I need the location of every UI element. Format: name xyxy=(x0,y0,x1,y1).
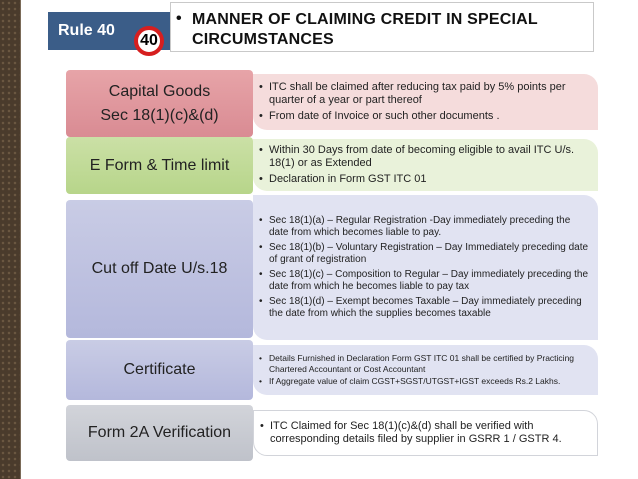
row-content-certificate xyxy=(253,345,598,395)
row-label-form-2a xyxy=(66,405,253,461)
speed-sign-icon: 40 xyxy=(134,26,164,56)
list-item: • Sec 18(1)(c) – Composition to Regular – Day immediately preceding the date from which he becomes liable to pay tax xyxy=(259,269,589,292)
title-bullet: • xyxy=(176,10,182,27)
row-content-capital-goods xyxy=(253,74,598,130)
list-item: • Sec 18(1)(d) – Exempt becomes Taxable – Day immediately preceding the date from which the supplies becomes taxable xyxy=(259,296,582,319)
row-label-certificate xyxy=(66,340,253,400)
list-item: • Within 30 Days from date of becoming eligible to avail ITC U/s. 18(1) or as Extended xyxy=(259,144,575,169)
row-label-line: Cut off Date U/s.18 xyxy=(91,260,228,277)
row-label-line: Sec 18(1)(c)&(d) xyxy=(100,106,219,124)
row-label-line: E Form & Time limit xyxy=(89,156,230,174)
list-item: • If Aggregate value of claim CGST+SGST/UTGST+IGST exceeds Rs.2 Lakhs. xyxy=(259,376,561,387)
list-item: • Declaration in Form GST ITC 01 xyxy=(259,173,427,185)
row-label-e-form xyxy=(66,137,253,194)
row-content-form-2a xyxy=(253,410,598,456)
decorative-side-strip xyxy=(0,0,20,479)
row-label-capital-goods xyxy=(66,70,253,137)
list-item: • ITC Claimed for Sec 18(1)(c)&(d) shall be verified with corresponding details filed by supplier in GSRR 1 / GSTR 4. xyxy=(260,420,562,445)
list-item: • ITC shall be claimed after reducing tax paid by 5% points per quarter of a year or part thereof xyxy=(259,81,566,106)
rule-tag: Rule 40 xyxy=(58,22,115,39)
list-item: • Sec 18(1)(a) – Regular Registration -Day immediately preceding the date from which becomes liable to pay. xyxy=(259,215,571,238)
list-item: • From date of Invoice or such other documents . xyxy=(259,110,500,122)
row-label-cut-off-date xyxy=(66,200,253,338)
row-label-line: Certificate xyxy=(123,361,196,378)
row-content-e-form xyxy=(253,139,598,191)
page-title: MANNER OF CLAIMING CREDIT IN SPECIAL CIRCUMSTANCES xyxy=(192,11,538,48)
side-strip-edge xyxy=(20,0,21,479)
row-label-line: Capital Goods xyxy=(108,82,211,100)
row-content-cut-off-date xyxy=(253,195,598,340)
list-item: • Sec 18(1)(b) – Voluntary Registration – Day Immediately preceding date of grant of registration xyxy=(259,242,589,265)
row-label-line: Form 2A Verification xyxy=(87,424,232,441)
list-item: • Details Furnished in Declaration Form GST ITC 01 shall be certified by Practicing Chartered Accountant or Cost Accountant xyxy=(259,353,575,374)
